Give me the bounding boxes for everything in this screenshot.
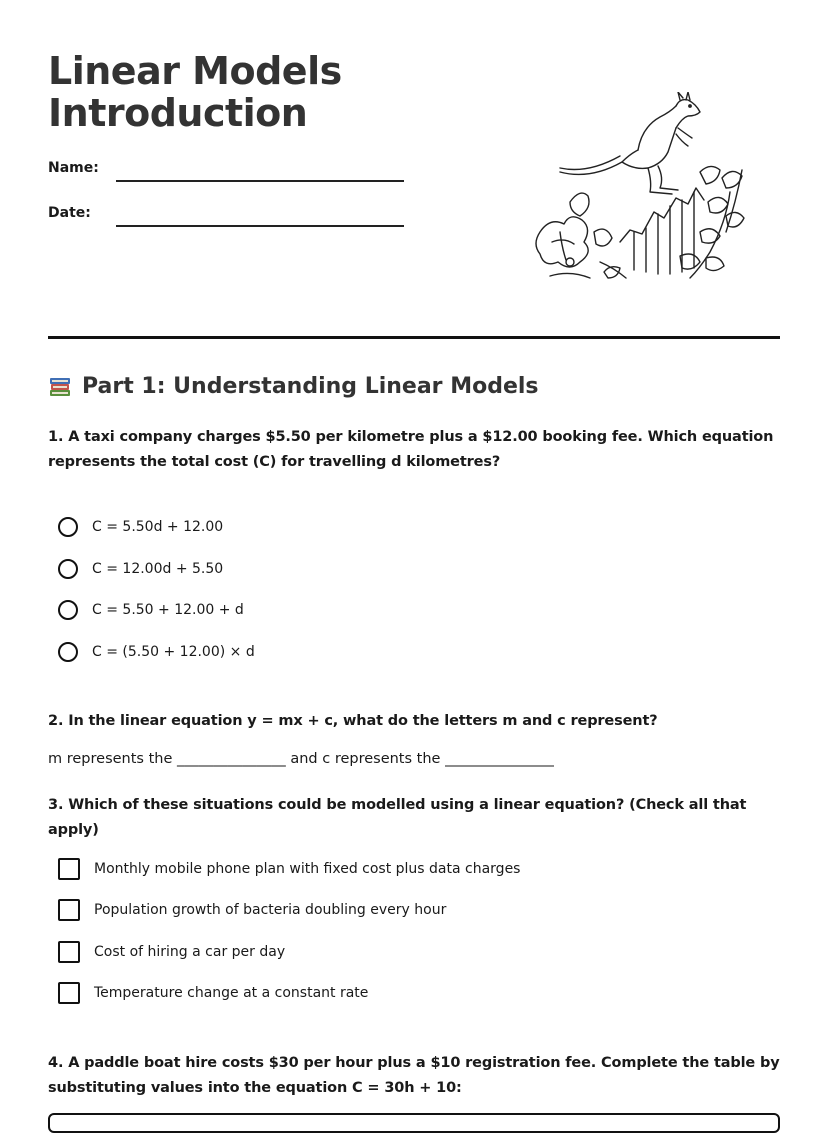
- checkbox[interactable]: [58, 858, 80, 880]
- q4-table: [48, 1113, 780, 1133]
- question-3-text: 3. Which of these situations could be modelled using a linear equation? (Check all that apply): [48, 797, 747, 838]
- q3-option-1[interactable]: [58, 857, 520, 881]
- title-line-1: Linear Models: [48, 49, 342, 93]
- q3-option-label: Temperature change at a constant rate: [94, 985, 369, 1001]
- q1-option-label: C = 5.50 + 12.00 + d: [92, 602, 244, 618]
- q3-option-4[interactable]: [58, 981, 368, 1005]
- question-2-text: 2. In the linear equation y = mx + c, what do the letters m and c represent?: [48, 713, 658, 729]
- date-field[interactable]: [116, 225, 404, 227]
- date-label: Date:: [48, 205, 91, 221]
- q3-option-3[interactable]: [58, 940, 285, 964]
- page-title: [48, 50, 342, 134]
- q3-option-label: Monthly mobile phone plan with fixed cost plus data charges: [94, 861, 521, 877]
- checkbox[interactable]: [58, 941, 80, 963]
- name-label: Name:: [48, 160, 99, 176]
- checkbox[interactable]: [58, 899, 80, 921]
- title-line-2: Introduction: [48, 91, 308, 135]
- q3-option-2[interactable]: [58, 898, 446, 922]
- q1-option-label: C = (5.50 + 12.00) × d: [92, 644, 255, 660]
- q1-option-3[interactable]: [58, 598, 244, 622]
- radio-button[interactable]: [58, 517, 78, 537]
- question-1-text: 1. A taxi company charges $5.50 per kilometre plus a $12.00 booking fee. Which equation represents the total cost (C) for travelling d kilometres?: [48, 429, 774, 470]
- q1-option-label: C = 12.00d + 5.50: [92, 561, 224, 577]
- part1-title: [48, 374, 539, 399]
- q3-option-label: Cost of hiring a car per day: [94, 944, 286, 960]
- q2-fill-in-answer[interactable]: m represents the _______________ and c represents the _______________: [48, 751, 554, 767]
- section-divider: [48, 336, 780, 339]
- q1-option-4[interactable]: [58, 640, 255, 664]
- radio-button[interactable]: [58, 642, 78, 662]
- q3-option-label: Population growth of bacteria doubling every hour: [94, 902, 447, 918]
- q1-option-label: C = 5.50d + 12.00: [92, 519, 224, 535]
- q1-option-1[interactable]: [58, 515, 223, 539]
- books-icon: [48, 375, 72, 399]
- checkbox[interactable]: [58, 982, 80, 1004]
- q1-option-2[interactable]: [58, 557, 223, 581]
- question-4-text: 4. A paddle boat hire costs $30 per hour plus a $10 registration fee. Complete the table by substituting values into the equation C = 30h + 10:: [48, 1055, 780, 1096]
- kangaroo-illustration: [530, 92, 750, 292]
- part1-title-text: Part 1: Understanding Linear Models: [82, 374, 539, 399]
- radio-button[interactable]: [58, 559, 78, 579]
- radio-button[interactable]: [58, 600, 78, 620]
- name-field[interactable]: [116, 180, 404, 182]
